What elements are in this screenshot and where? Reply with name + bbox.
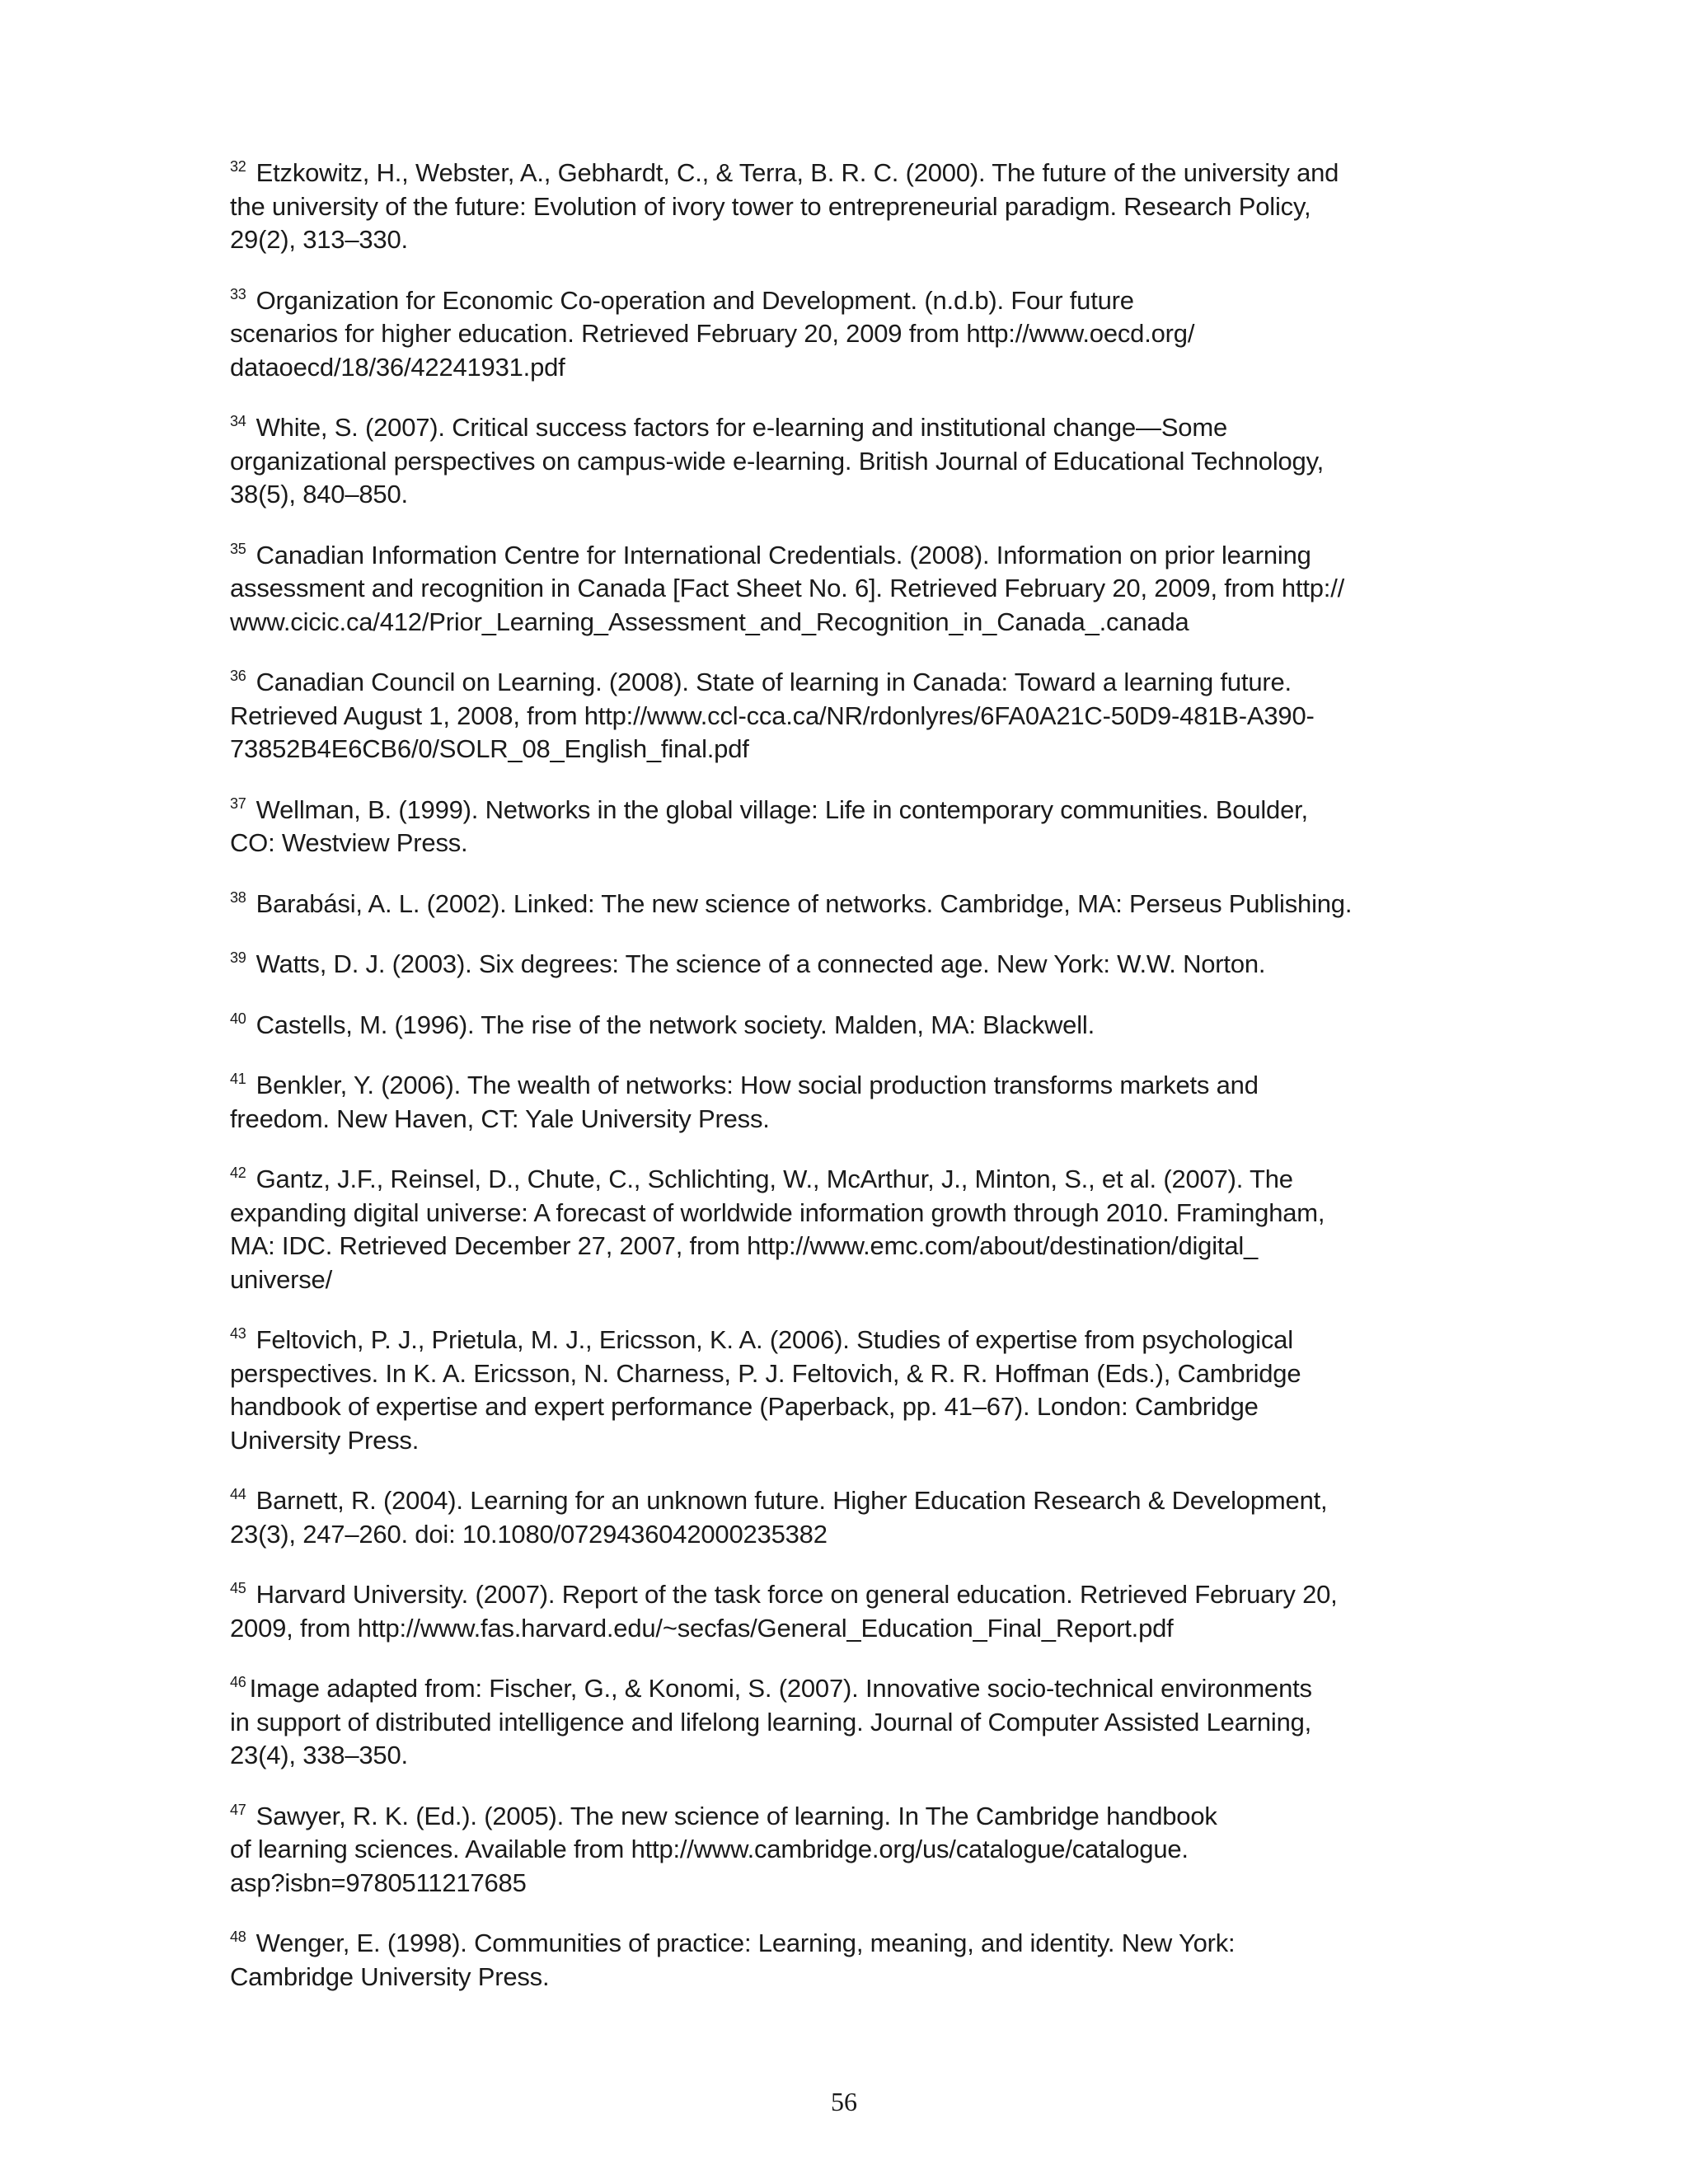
- reference-text: MA: IDC. Retrieved December 27, 2007, from http://www.emc.com/about/destination/digital_: [230, 1231, 1259, 1260]
- reference-line: [230, 1833, 1499, 1867]
- reference-line: [230, 317, 1499, 351]
- reference-line: [230, 1009, 1499, 1043]
- reference-text: 23(4), 338–350.: [230, 1741, 408, 1769]
- reference-line: [230, 888, 1499, 921]
- reference-line: [230, 1672, 1499, 1706]
- reference-line: [230, 827, 1499, 860]
- reference-text: Retrieved August 1, 2008, from http://www.ccl-cca.ca/NR/rdonlyres/6FA0A21C-50D9-481B-A390-: [230, 701, 1315, 730]
- reference-line: [230, 1069, 1499, 1103]
- reference-line: [230, 1484, 1499, 1518]
- reference-line: [230, 1739, 1499, 1773]
- reference-entry: [230, 157, 1499, 257]
- reference-entry: [230, 539, 1499, 640]
- reference-text: Watts, D. J. (2003). Six degrees: The science of a connected age. New York: W.W. Norton.: [256, 949, 1266, 978]
- reference-entry: [230, 1324, 1499, 1457]
- reference-text: University Press.: [230, 1425, 420, 1455]
- reference-line: [230, 445, 1499, 479]
- reference-line: [230, 700, 1499, 733]
- reference-text: Wellman, B. (1999). Networks in the global village: Life in contemporary communities. Boulder,: [256, 794, 1308, 824]
- reference-line: [230, 411, 1499, 445]
- reference-text: Feltovich, P. J., Prietula, M. J., Ericsson, K. A. (2006). Studies of expertise from psychological: [256, 1325, 1293, 1354]
- reference-line: [230, 1518, 1499, 1552]
- reference-line: [230, 157, 1499, 190]
- reference-text: universe/: [230, 1264, 332, 1294]
- reference-text: asp?isbn=9780511217685: [230, 1868, 527, 1897]
- page-number: 56: [831, 2087, 857, 2116]
- reference-text: assessment and recognition in Canada [Fact Sheet No. 6]. Retrieved February 20, 2009, from http://: [230, 574, 1345, 602]
- reference-text: dataoecd/18/36/42241931.pdf: [230, 352, 565, 382]
- reference-line: [230, 572, 1499, 606]
- reference-line: [230, 1706, 1499, 1740]
- reference-text: freedom. New Haven, CT: Yale University Press.: [230, 1104, 770, 1133]
- reference-text: 23(3), 247–260. doi: 10.1080/0729436042000235382: [230, 1519, 828, 1549]
- reference-entry: [230, 794, 1499, 860]
- reference-line: [230, 1163, 1499, 1197]
- reference-line: [230, 666, 1499, 700]
- reference-line: [230, 190, 1499, 224]
- reference-text: organizational perspectives on campus-wide e-learning. British Journal of Educational Technology,: [230, 446, 1324, 476]
- reference-entry: [230, 1163, 1499, 1296]
- reference-text: Image adapted from: Fischer, G., & Konomi, S. (2007). Innovative socio-technical environments: [249, 1674, 1312, 1703]
- footnote-number: 34: [230, 413, 246, 429]
- footnote-number: 35: [230, 540, 246, 557]
- reference-text: Wenger, E. (1998). Communities of practice: Learning, meaning, and identity. New York:: [256, 1929, 1236, 1957]
- reference-text: 2009, from http://www.fas.harvard.edu/~secfas/General_Education_Final_Report.pdf: [230, 1613, 1174, 1643]
- footnote-number: 48: [230, 1929, 246, 1945]
- reference-line: [230, 1961, 1499, 1994]
- reference-line: [230, 1263, 1499, 1297]
- reference-line: [230, 948, 1499, 982]
- footnote-number: 32: [230, 158, 246, 175]
- reference-text: 38(5), 840–850.: [230, 480, 408, 509]
- reference-text: expanding digital universe: A forecast of worldwide information growth through 2010. Framingham,: [230, 1197, 1325, 1227]
- reference-text: Sawyer, R. K. (Ed.). (2005). The new science of learning. In The Cambridge handbook: [256, 1801, 1217, 1830]
- reference-line: [230, 733, 1499, 766]
- reference-line: [230, 1867, 1499, 1900]
- reference-text: White, S. (2007). Critical success factors for e-learning and institutional change—Some: [256, 413, 1227, 442]
- reference-entry: [230, 1484, 1499, 1551]
- reference-entry: [230, 284, 1499, 385]
- footnote-number: 41: [230, 1071, 246, 1087]
- footnote-number: 40: [230, 1010, 246, 1027]
- reference-line: [230, 1103, 1499, 1137]
- reference-text: Harvard University. (2007). Report of the task force on general education. Retrieved February 20,: [256, 1580, 1338, 1609]
- reference-entry: [230, 1927, 1499, 1994]
- reference-line: [230, 223, 1499, 257]
- reference-text: of learning sciences. Available from http://www.cambridge.org/us/catalogue/catalogue.: [230, 1835, 1189, 1863]
- reference-line: [230, 1197, 1499, 1230]
- reference-entry: [230, 411, 1499, 512]
- reference-text: Canadian Information Centre for International Credentials. (2008). Information on prior learning: [256, 540, 1311, 569]
- reference-line: [230, 1612, 1499, 1646]
- reference-line: [230, 1800, 1499, 1834]
- footnote-number: 45: [230, 1580, 246, 1596]
- reference-line: [230, 539, 1499, 573]
- reference-line: [230, 1230, 1499, 1263]
- reference-entry: [230, 1578, 1499, 1645]
- reference-entry: [230, 888, 1499, 921]
- footnote-number: 44: [230, 1486, 246, 1502]
- reference-text: www.cicic.ca/412/Prior_Learning_Assessment_and_Recognition_in_Canada_.canada: [230, 607, 1189, 636]
- reference-entry: [230, 1672, 1499, 1773]
- reference-line: [230, 478, 1499, 512]
- reference-line: [230, 1927, 1499, 1961]
- reference-text: in support of distributed intelligence and lifelong learning. Journal of Computer Assisted Learning,: [230, 1707, 1312, 1736]
- footnote-number: 36: [230, 668, 246, 684]
- reference-text: Gantz, J.F., Reinsel, D., Chute, C., Schlichting, W., McArthur, J., Minton, S., et al. (2007). The: [256, 1165, 1293, 1193]
- reference-text: perspectives. In K. A. Ericsson, N. Charness, P. J. Feltovich, & R. R. Hoffman (Eds.), Cambridge: [230, 1358, 1301, 1388]
- reference-line: [230, 1357, 1499, 1391]
- footnote-number: 46: [230, 1674, 246, 1690]
- footnote-number: 37: [230, 794, 246, 812]
- reference-line: [230, 1424, 1499, 1458]
- reference-entry: [230, 1800, 1499, 1900]
- reference-text: CO: Westview Press.: [230, 828, 468, 857]
- reference-list: [230, 157, 1499, 2021]
- reference-line: [230, 351, 1499, 385]
- reference-entry: [230, 1009, 1499, 1043]
- reference-text: Castells, M. (1996). The rise of the network society. Malden, MA: Blackwell.: [256, 1010, 1095, 1039]
- footnote-number: 42: [230, 1165, 246, 1181]
- reference-text: Canadian Council on Learning. (2008). State of learning in Canada: Toward a learning future.: [256, 668, 1292, 696]
- reference-text: Barabási, A. L. (2002). Linked: The new science of networks. Cambridge, MA: Perseus Publishing.: [256, 888, 1353, 918]
- reference-text: Organization for Economic Co-operation and Development. (n.d.b). Four future: [256, 285, 1134, 315]
- reference-line: [230, 1578, 1499, 1612]
- reference-text: Cambridge University Press.: [230, 1961, 550, 1991]
- footnote-number: 33: [230, 285, 246, 302]
- reference-text: handbook of expertise and expert performance (Paperback, pp. 41–67). London: Cambridge: [230, 1392, 1259, 1421]
- reference-text: Etzkowitz, H., Webster, A., Gebhardt, C., & Terra, B. R. C. (2000). The future of the university and: [256, 158, 1339, 187]
- reference-entry: [230, 948, 1499, 982]
- footnote-number: 47: [230, 1801, 246, 1818]
- reference-text: 73852B4E6CB6/0/SOLR_08_English_final.pdf: [230, 734, 749, 763]
- reference-entry: [230, 1069, 1499, 1136]
- reference-text: Benkler, Y. (2006). The wealth of networks: How social production transforms markets and: [256, 1071, 1259, 1099]
- footnote-number: 38: [230, 888, 246, 906]
- reference-text: Barnett, R. (2004). Learning for an unknown future. Higher Education Research & Development,: [256, 1486, 1328, 1515]
- reference-line: [230, 794, 1499, 827]
- reference-line: [230, 1324, 1499, 1357]
- reference-text: scenarios for higher education. Retrieved February 20, 2009 from http://www.oecd.org/: [230, 319, 1195, 348]
- reference-line: [230, 284, 1499, 318]
- reference-line: [230, 606, 1499, 640]
- footnote-number: 39: [230, 949, 246, 966]
- reference-line: [230, 1390, 1499, 1424]
- reference-text: 29(2), 313–330.: [230, 225, 408, 254]
- reference-entry: [230, 666, 1499, 766]
- reference-text: the university of the future: Evolution of ivory tower to entrepreneurial paradigm. Research Policy,: [230, 191, 1311, 221]
- footnote-number: 43: [230, 1325, 246, 1342]
